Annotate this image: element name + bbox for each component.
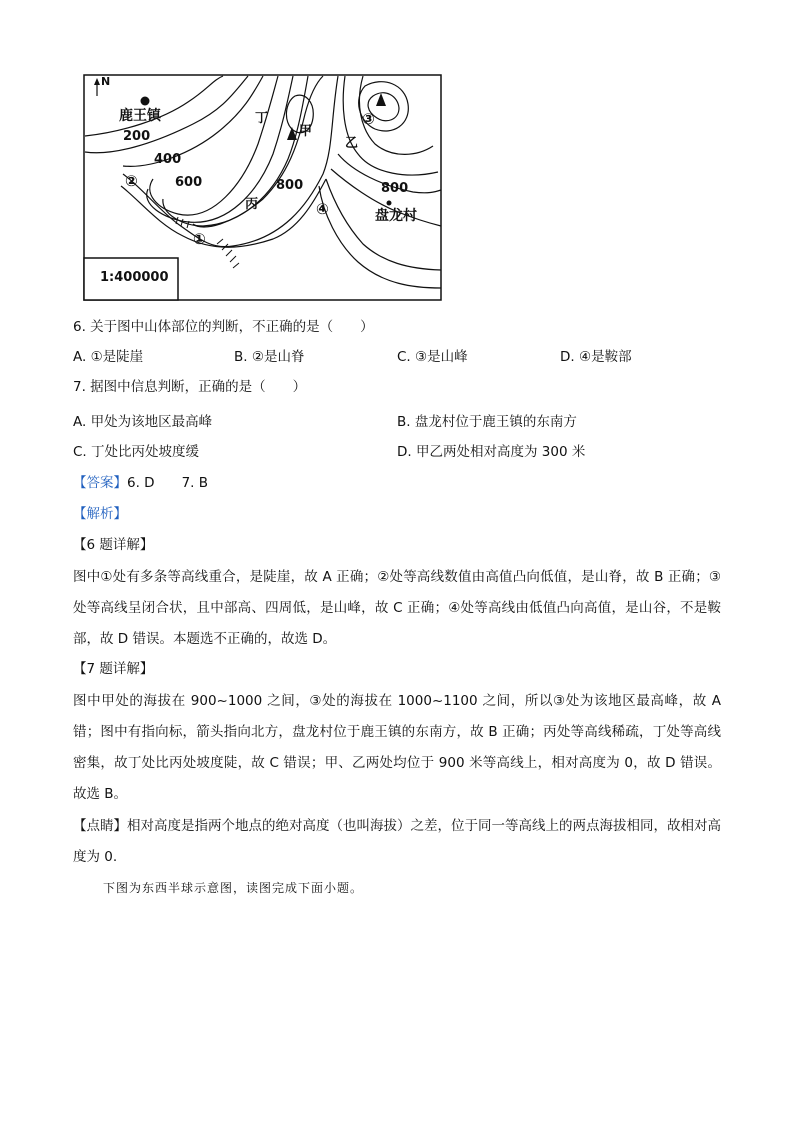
north-label: N: [101, 75, 111, 88]
detail-7-title: 【7 题详解】: [73, 661, 154, 677]
analysis-line: [73, 504, 127, 524]
answer-text: 6. D 7. B: [127, 475, 208, 491]
marker-1: ①: [193, 230, 206, 248]
detail-6-paragraph: [73, 562, 721, 655]
question-6-stem: 6. 关于图中山体部位的判断，不正确的是（ ）: [73, 319, 374, 335]
label-yi: 乙: [345, 136, 359, 151]
question-6-option-a: A. ①是陡崖: [73, 349, 144, 365]
pointer-paragraph: [73, 811, 721, 873]
analysis-tag: 【解析】: [73, 506, 127, 522]
answer-tag: 【答案】: [73, 475, 127, 491]
label-bing: 丙: [245, 197, 259, 212]
marker-2: ②: [125, 172, 138, 190]
contour-label-200: 200: [123, 129, 151, 144]
pointer-text-block: [73, 811, 721, 873]
question-7-option-c: C. 丁处比丙处坡度缓: [73, 444, 200, 460]
contour-label-800-left: 800: [276, 178, 304, 193]
label-ding: 丁: [255, 111, 269, 126]
contour-label-800-right: 800: [381, 181, 409, 196]
label-jia: 甲: [299, 124, 313, 139]
detail-7-text: 图中甲处的海拔在 900~1000 之间，③处的海拔在 1000~1100 之间，所以③处为该地区最高峰，故 A 错；图中有指向标，箭头指向北方，盘龙村位于鹿王镇的东南方，故 B 正确；丙处等高线稀疏，丁处等高线密集，故丁处比丙处坡度陡，故 C 错误；甲、乙两处均位于 900 米等高线上，相对高度为 0，故 D 错误。故选 B。: [73, 693, 721, 802]
next-question-intro: 下图为东西半球示意图，读图完成下面小题。: [103, 881, 364, 895]
contour-map: [83, 74, 443, 302]
detail-6-text: 图中①处有多条等高线重合，是陡崖，故 A 正确；②处等高线数值由高值凸向低值，是山脊，故 B 正确；③处等高线呈闭合状，且中部高、四周低，是山峰，故 C 正确；④处等高线由低值凸向高值，是山谷，不是鞍部，故 D 错误。本题选不正确的，故选 D。: [73, 569, 721, 647]
detail-6-title: 【6 题详解】: [73, 537, 154, 553]
detail-7-paragraph: [73, 686, 721, 810]
question-7-option-d: D. 甲乙两处相对高度为 300 米: [397, 444, 586, 460]
question-7-option-b: B. 盘龙村位于鹿王镇的东南方: [397, 414, 577, 430]
question-6-option-d: D. ④是鞍部: [560, 349, 632, 365]
marker-4: ④: [316, 200, 329, 218]
question-7-stem: 7. 据图中信息判断，正确的是（ ）: [73, 379, 307, 395]
pointer-text: 相对高度是指两个地点的绝对高度（也叫海拔）之差，位于同一等高线上的两点海拔相同，故相对高度为 0.: [73, 818, 721, 865]
question-7-option-a: A. 甲处为该地区最高峰: [73, 414, 213, 430]
question-6-option-b: B. ②是山脊: [234, 349, 305, 365]
pointer-tag: 【点睛】: [73, 818, 127, 834]
panlong-village-label: 盘龙村: [375, 208, 417, 224]
luwang-town-label: 鹿王镇: [119, 108, 161, 124]
marker-3: ③: [362, 110, 375, 128]
question-6-option-c: C. ③是山峰: [397, 349, 468, 365]
scale-label: 1:400000: [100, 270, 169, 285]
answer-line: [73, 473, 208, 493]
contour-map-svg: [83, 74, 443, 302]
contour-label-600: 600: [175, 175, 203, 190]
contour-label-400: 400: [154, 152, 182, 167]
luwang-town-dot: [141, 97, 150, 106]
panlong-village-dot: [387, 201, 392, 206]
